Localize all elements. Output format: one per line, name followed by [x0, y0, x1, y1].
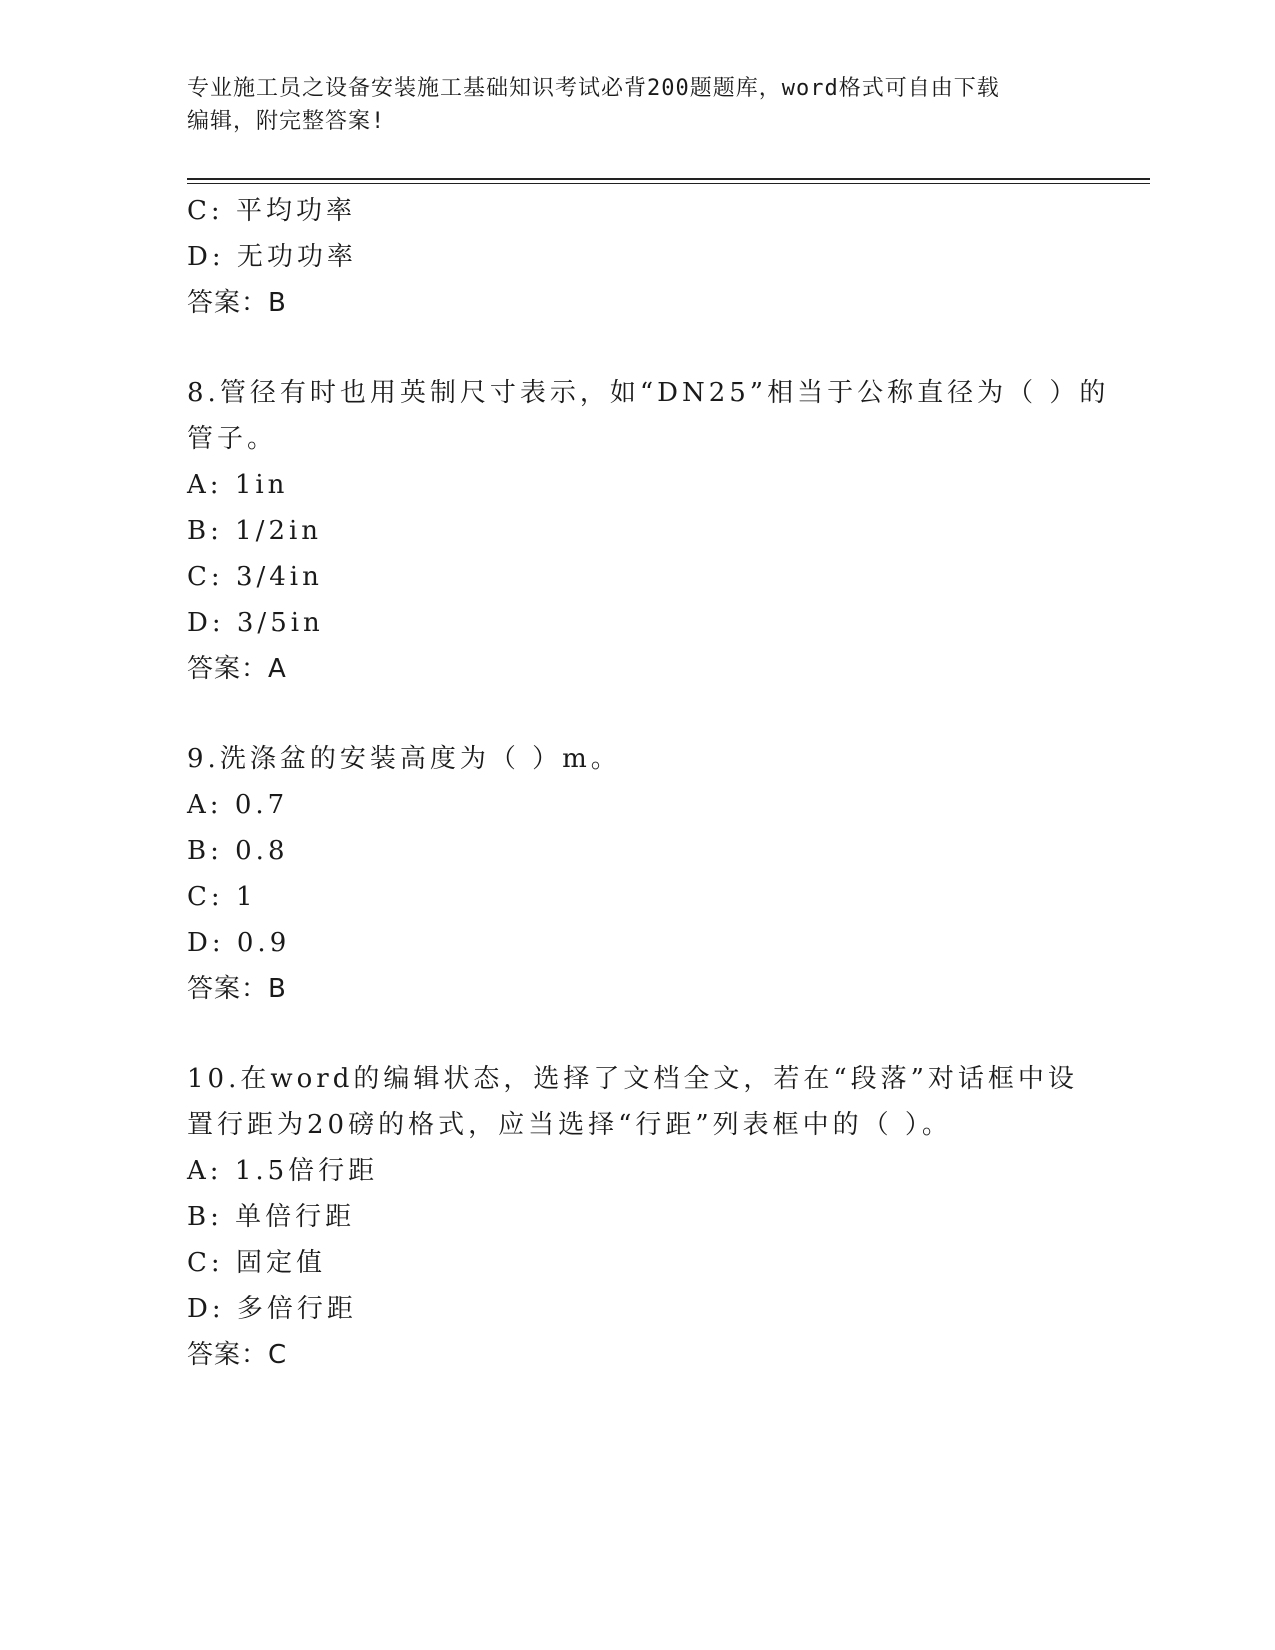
option-c: C: 平均功率 [187, 196, 356, 226]
answer-line: 答案：C [187, 1340, 288, 1370]
header-rule-thin [187, 183, 1150, 184]
option-a: A: 1in [187, 470, 289, 500]
option-c: C: 固定值 [187, 1248, 326, 1278]
option-b: B: 1/2in [187, 516, 323, 546]
option-a: A: 1.5倍行距 [187, 1156, 379, 1186]
option-d: D: 无功功率 [187, 242, 357, 272]
option-b: B: 单倍行距 [187, 1202, 356, 1232]
question-content [187, 188, 1110, 1378]
question-stem: 8.管径有时也用英制尺寸表示，如“DN25”相当于公称直径为（ ）的 管子。 [187, 378, 1110, 454]
answer-line: 答案：A [187, 654, 287, 684]
header-line-1: 专业施工员之设备安装施工基础知识考试必背200题题库，word格式可自由下载 [187, 76, 1000, 101]
question-8 [187, 370, 1110, 692]
option-a: A: 0.7 [187, 790, 289, 820]
question-stem: 10.在word的编辑状态，选择了文档全文，若在“段落”对话框中设 置行距为20磅的格式，应当选择“行距”列表框中的（ ）。 [187, 1064, 1078, 1140]
document-header [187, 72, 1067, 138]
option-c: C: 1 [187, 882, 257, 912]
option-c: C: 3/4in [187, 562, 323, 592]
header-line-2: 编辑，附完整答案! [187, 109, 386, 134]
header-rule-thick [187, 178, 1150, 180]
question-stem: 9.洗涤盆的安装高度为（ ）m。 [187, 744, 621, 774]
option-b: B: 0.8 [187, 836, 289, 866]
prev-question-tail [187, 188, 1087, 326]
option-d: D: 多倍行距 [187, 1294, 357, 1324]
option-d: D: 0.9 [187, 928, 291, 958]
question-9 [187, 736, 1087, 1012]
answer-line: 答案：B [187, 288, 287, 318]
option-d: D: 3/5in [187, 608, 324, 638]
question-10 [187, 1056, 1087, 1378]
answer-line: 答案：B [187, 974, 287, 1004]
